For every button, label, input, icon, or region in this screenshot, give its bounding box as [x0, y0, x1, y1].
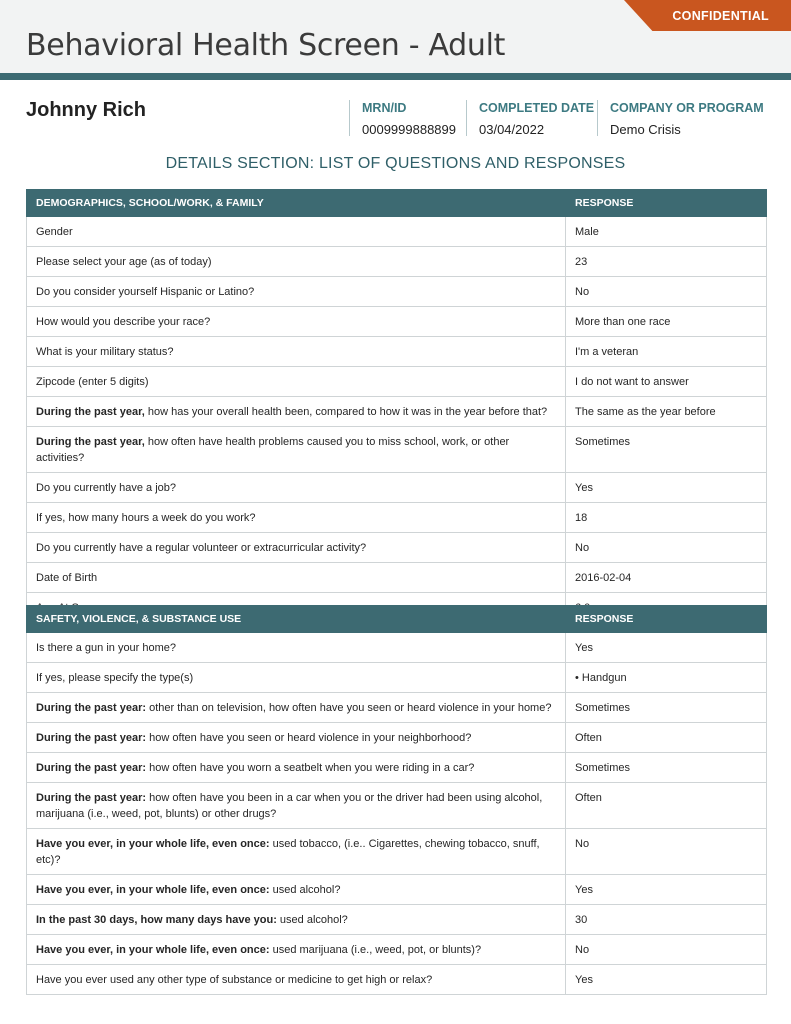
- question-cell: [27, 723, 566, 753]
- table-row: [27, 935, 767, 965]
- question-text: used alcohol?: [276, 914, 348, 926]
- safety-table: [26, 605, 767, 995]
- response-cell: I'm a veteran: [566, 337, 767, 367]
- table-row: [27, 367, 767, 397]
- question-text: Date of Birth: [36, 572, 98, 584]
- question-text: how often have health problems caused you to miss school, work, or other activities?: [36, 436, 510, 464]
- question-text: If yes, how many hours a week do you work?: [36, 512, 256, 524]
- question-emphasis: In the past 30 days, how many days have you:: [36, 914, 277, 926]
- question-emphasis: During the past year:: [36, 702, 147, 714]
- response-cell: No: [566, 829, 767, 875]
- response-cell: • Handgun: [566, 663, 767, 693]
- company-label: COMPANY OR PROGRAM: [610, 101, 764, 115]
- table-row: [27, 965, 767, 995]
- question-text: Please select your age (as of today): [36, 256, 212, 268]
- table-row: [27, 533, 767, 563]
- table-row: [27, 397, 767, 427]
- question-cell: [27, 875, 566, 905]
- company-value: Demo Crisis: [610, 122, 681, 137]
- table-header-row: [27, 190, 767, 217]
- question-text: how often have you seen or heard violence in your neighborhood?: [146, 732, 472, 744]
- question-emphasis: Have you ever, in your whole life, even once:: [36, 838, 270, 850]
- table-row: [27, 753, 767, 783]
- table-row: [27, 217, 767, 247]
- table-row: [27, 633, 767, 663]
- response-cell: 2016-02-04: [566, 563, 767, 593]
- response-cell: Often: [566, 723, 767, 753]
- question-cell: [27, 503, 566, 533]
- question-cell: [27, 473, 566, 503]
- question-text: other than on television, how often have you seen or heard violence in your home?: [146, 702, 552, 714]
- question-text: used alcohol?: [269, 884, 341, 896]
- question-cell: [27, 563, 566, 593]
- table-row: [27, 277, 767, 307]
- question-cell: [27, 965, 566, 995]
- response-cell: Often: [566, 783, 767, 829]
- question-text: Is there a gun in your home?: [36, 642, 177, 654]
- question-text: Do you currently have a job?: [36, 482, 177, 494]
- confidential-label: CONFIDENTIAL: [672, 9, 769, 23]
- question-cell: [27, 533, 566, 563]
- response-cell: More than one race: [566, 307, 767, 337]
- question-cell: [27, 427, 566, 473]
- table-header-row: [27, 606, 767, 633]
- response-cell: Yes: [566, 473, 767, 503]
- response-heading: RESPONSE: [566, 606, 767, 633]
- question-cell: [27, 307, 566, 337]
- table-row: [27, 693, 767, 723]
- table-row: [27, 473, 767, 503]
- question-text: how has your overall health been, compared to how it was in the year before that?: [144, 406, 548, 418]
- question-cell: [27, 397, 566, 427]
- response-cell: No: [566, 277, 767, 307]
- question-cell: [27, 217, 566, 247]
- mrn-label: MRN/ID: [362, 101, 407, 115]
- response-cell: Yes: [566, 965, 767, 995]
- question-cell: [27, 829, 566, 875]
- question-text: If yes, please specify the type(s): [36, 672, 194, 684]
- question-cell: [27, 693, 566, 723]
- header-divider: [0, 73, 791, 80]
- table-row: [27, 503, 767, 533]
- question-text: Have you ever used any other type of substance or medicine to get high or relax?: [36, 974, 433, 986]
- question-cell: [27, 277, 566, 307]
- patient-name: Johnny Rich: [26, 99, 147, 121]
- response-cell: No: [566, 533, 767, 563]
- question-cell: [27, 753, 566, 783]
- question-cell: [27, 783, 566, 829]
- table-row: [27, 247, 767, 277]
- mrn-value: 0009999888899: [362, 122, 456, 137]
- response-cell: Sometimes: [566, 693, 767, 723]
- question-emphasis: During the past year:: [36, 762, 147, 774]
- response-cell: 30: [566, 905, 767, 935]
- question-emphasis: During the past year:: [36, 732, 147, 744]
- question-text: used tobacco, (i.e.. Cigarettes, chewing tobacco, snuff, etc)?: [36, 838, 540, 866]
- response-cell: Sometimes: [566, 427, 767, 473]
- response-heading: RESPONSE: [566, 190, 767, 217]
- mrn-block: [349, 100, 456, 136]
- table-row: [27, 783, 767, 829]
- question-text: Do you currently have a regular volunteer or extracurricular activity?: [36, 542, 367, 554]
- page-title: Behavioral Health Screen - Adult: [26, 28, 506, 63]
- response-cell: Yes: [566, 875, 767, 905]
- question-emphasis: During the past year,: [36, 436, 145, 448]
- response-cell: Male: [566, 217, 767, 247]
- table-row: [27, 905, 767, 935]
- question-emphasis: During the past year,: [36, 406, 145, 418]
- table-row: [27, 427, 767, 473]
- response-cell: The same as the year before: [566, 397, 767, 427]
- question-emphasis: Have you ever, in your whole life, even once:: [36, 944, 270, 956]
- table-row: [27, 563, 767, 593]
- response-cell: 18: [566, 503, 767, 533]
- question-cell: [27, 663, 566, 693]
- response-cell: I do not want to answer: [566, 367, 767, 397]
- question-cell: [27, 337, 566, 367]
- table-row: [27, 307, 767, 337]
- question-text: Zipcode (enter 5 digits): [36, 376, 149, 388]
- question-text: used marijuana (i.e., weed, pot, or blunts)?: [269, 944, 482, 956]
- question-text: What is your military status?: [36, 346, 174, 358]
- response-cell: Sometimes: [566, 753, 767, 783]
- section-heading: SAFETY, VIOLENCE, & SUBSTANCE USE: [27, 606, 566, 633]
- question-text: how often have you been in a car when you or the driver had been using alcohol, marijuana (i.e., weed, pot, blunts) or other drugs?: [36, 792, 543, 820]
- question-text: Gender: [36, 226, 73, 238]
- completed-date-block: [466, 100, 594, 136]
- question-text: How would you describe your race?: [36, 316, 211, 328]
- question-cell: [27, 633, 566, 663]
- table-row: [27, 337, 767, 367]
- table-row: [27, 663, 767, 693]
- table-row: [27, 829, 767, 875]
- question-text: Do you consider yourself Hispanic or Latino?: [36, 286, 255, 298]
- completed-date-value: 03/04/2022: [479, 122, 545, 137]
- company-block: [597, 100, 764, 136]
- question-cell: [27, 935, 566, 965]
- question-cell: [27, 367, 566, 397]
- section-heading: DEMOGRAPHICS, SCHOOL/WORK, & FAMILY: [27, 190, 566, 217]
- response-cell: No: [566, 935, 767, 965]
- question-cell: [27, 905, 566, 935]
- demographics-table: [26, 189, 767, 623]
- details-section-title: DETAILS SECTION: LIST OF QUESTIONS AND RESPONSES: [165, 155, 626, 172]
- question-emphasis: Have you ever, in your whole life, even once:: [36, 884, 270, 896]
- question-text: how often have you worn a seatbelt when you were riding in a car?: [146, 762, 475, 774]
- question-emphasis: During the past year:: [36, 792, 147, 804]
- completed-date-label: COMPLETED DATE: [479, 101, 595, 115]
- question-cell: [27, 247, 566, 277]
- table-row: [27, 875, 767, 905]
- response-cell: 23: [566, 247, 767, 277]
- response-cell: Yes: [566, 633, 767, 663]
- table-row: [27, 723, 767, 753]
